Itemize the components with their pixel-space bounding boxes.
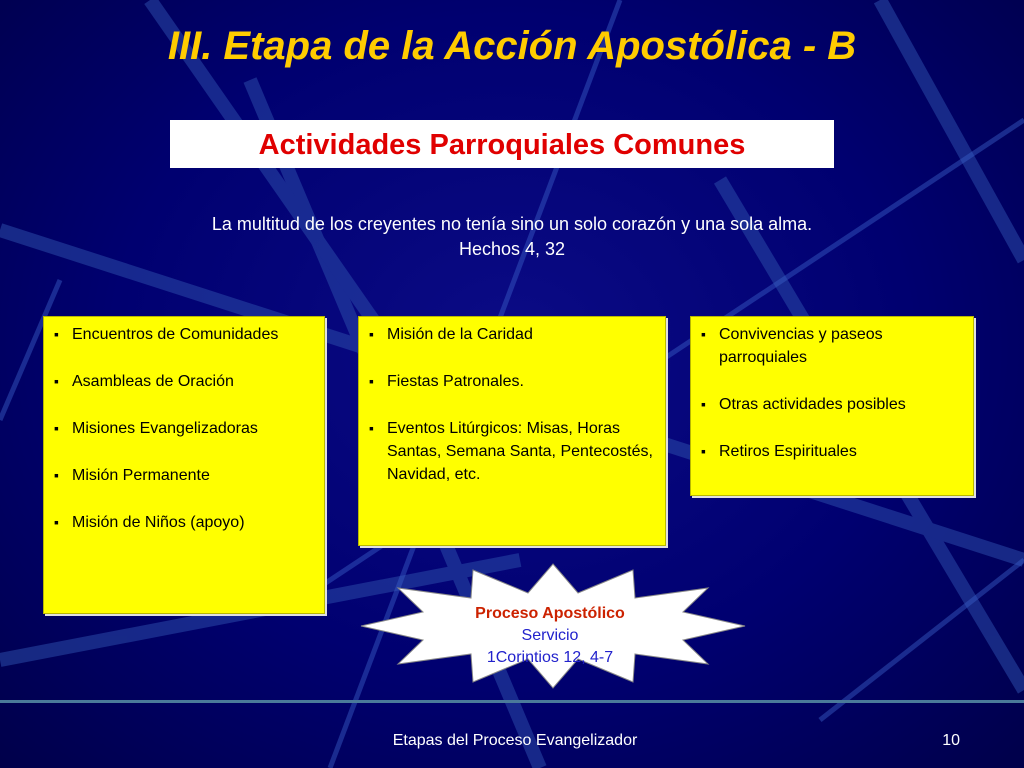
activities-box-2 — [358, 316, 666, 546]
list-item: ▪ Misión de Niños (apoyo) — [54, 511, 314, 534]
list-item: ▪ Encuentros de Comunidades — [54, 323, 314, 346]
quote-reference: Hechos 4, 32 — [458, 239, 566, 259]
burst-subtitle: Servicio — [521, 627, 579, 644]
list-item: ▪ Convivencias y paseos parroquiales — [701, 323, 963, 369]
list-item: ▪ Misión de la Caridad — [369, 323, 655, 346]
page-number: 10 — [942, 732, 960, 749]
page-title: III. Etapa de la Acción Apostólica - B — [167, 24, 857, 68]
quote-text: La multitud de los creyentes no tenía sino un solo corazón y una sola alma. — [211, 214, 813, 234]
scripture-quote — [60, 212, 964, 262]
list-item: ▪ Misión Permanente — [54, 464, 314, 487]
list-item: ▪ Misiones Evangelizadoras — [54, 417, 314, 440]
activities-box-1 — [43, 316, 325, 614]
list-item: ▪ Asambleas de Oración — [54, 370, 314, 393]
activities-box-3 — [690, 316, 974, 496]
burst-reference: 1Corintios 12, 4-7 — [486, 649, 614, 666]
list-item: ▪ Fiestas Patronales. — [369, 370, 655, 393]
footer-divider — [0, 700, 1024, 703]
burst-title: Proceso Apostólico — [475, 605, 625, 622]
subtitle-banner: Actividades Parroquiales Comunes — [170, 120, 834, 168]
burst-label — [430, 603, 670, 669]
list-item: ▪ Retiros Espirituales — [701, 440, 963, 463]
footer-title: Etapas del Proceso Evangelizador — [392, 732, 638, 749]
list-item: ▪ Eventos Litúrgicos: Misas, Horas Santas, Semana Santa, Pentecostés, Navidad, etc. — [369, 417, 655, 486]
list-item: ▪ Otras actividades posibles — [701, 393, 963, 416]
